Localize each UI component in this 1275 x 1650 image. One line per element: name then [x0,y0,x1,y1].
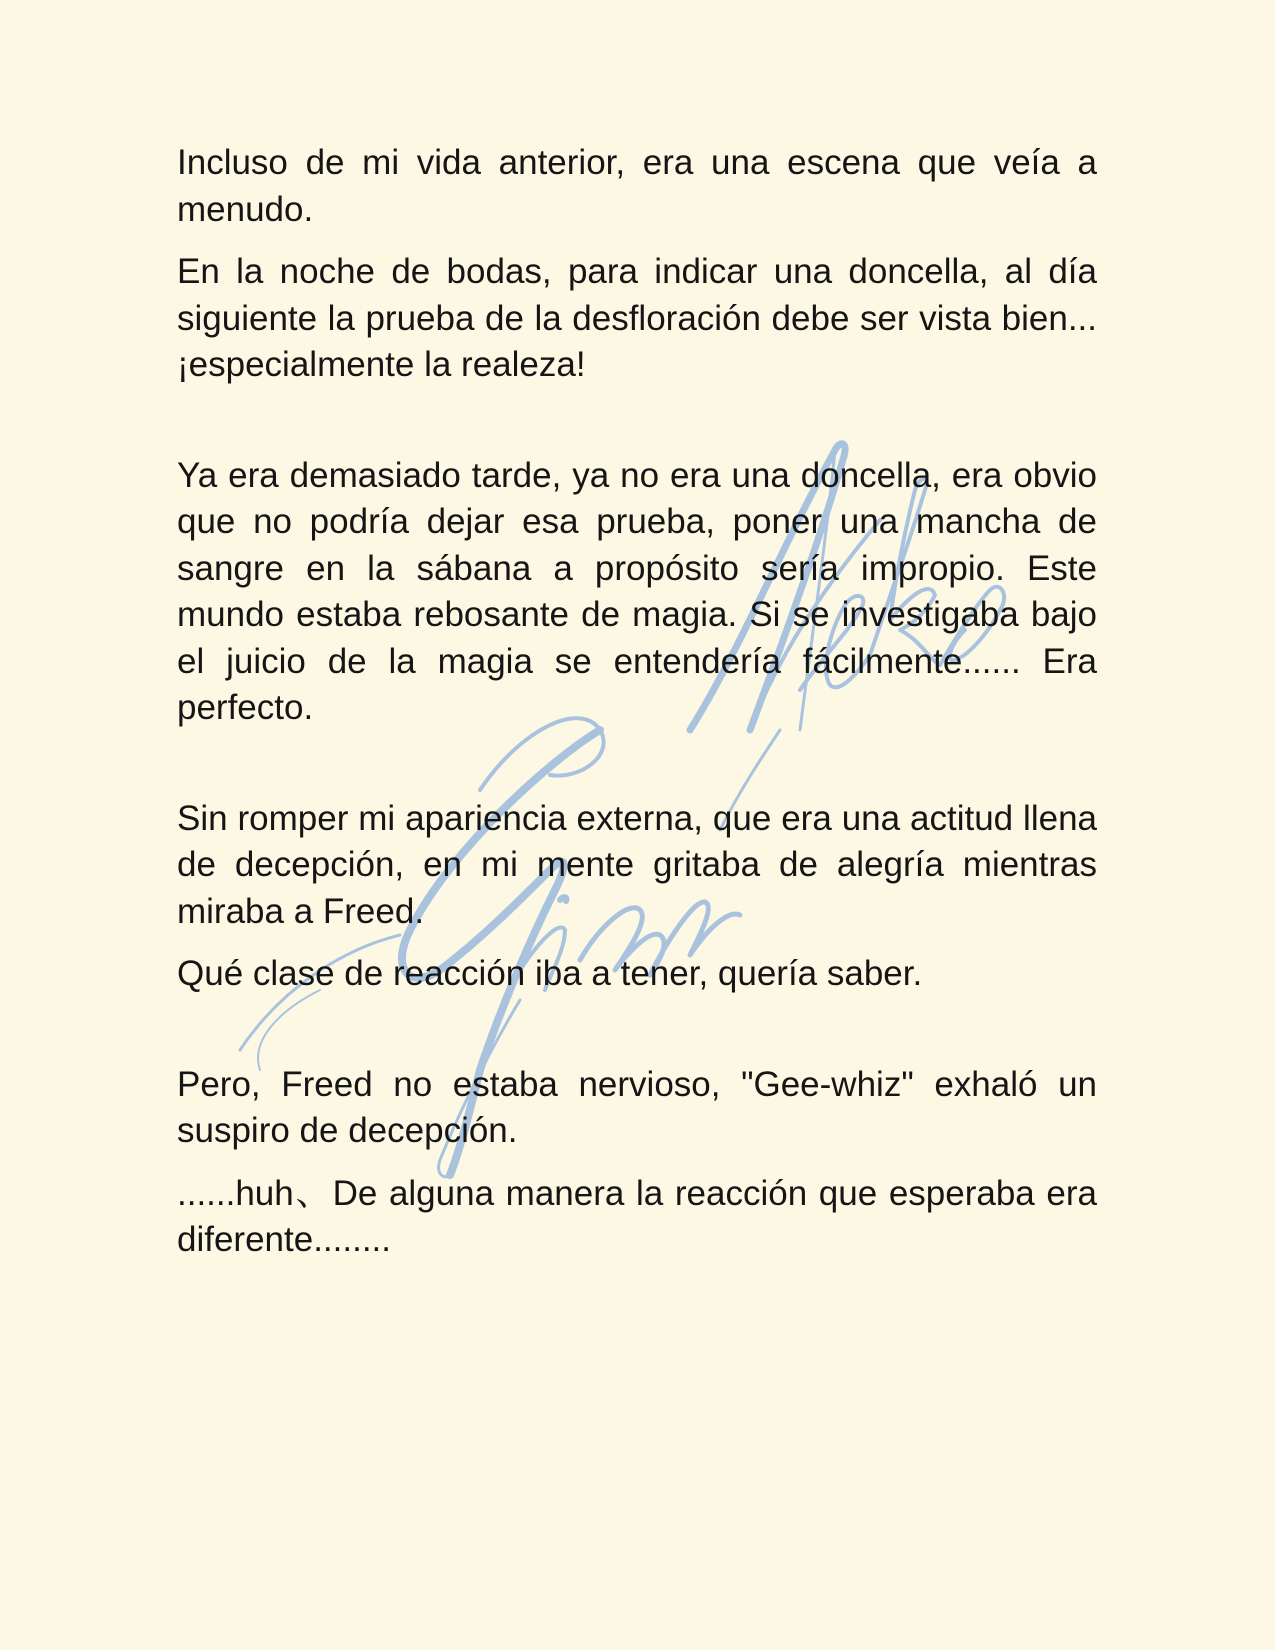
paragraph-7: ......huh、De alguna manera la reacción que esperaba era diferente........ [177,1173,1097,1259]
paragraph-6: Pero, Freed no estaba nervioso, "Gee-whiz" exhaló un suspiro de decepción. [177,1064,1097,1150]
paragraph-4: Sin romper mi apariencia externa, que era una actitud llena de decepción, en mi mente gritaba de alegría mientras miraba a Freed. [177,798,1097,931]
paragraph-3: Ya era demasiado tarde, ya no era una doncella, era obvio que no podría dejar esa prueba, poner una mancha de sangre en la sábana a propósito sería impropio. Este mundo estaba rebosante de magia. Si se investigaba bajo el juicio de la magia se entendería fácilmente...... Era perfecto. [177,455,1097,727]
document-body [177,140,1097,1264]
paragraph-1: Incluso de mi vida anterior, era una escena que veía a menudo. [177,143,1097,229]
paragraph-5: Qué clase de reacción iba a tener, quería saber. [177,954,923,993]
paragraph-2: En la noche de bodas, para indicar una doncella, al día siguiente la prueba de la desfloración debe ser vista bien... ¡especialmente la realeza! [177,252,1097,384]
